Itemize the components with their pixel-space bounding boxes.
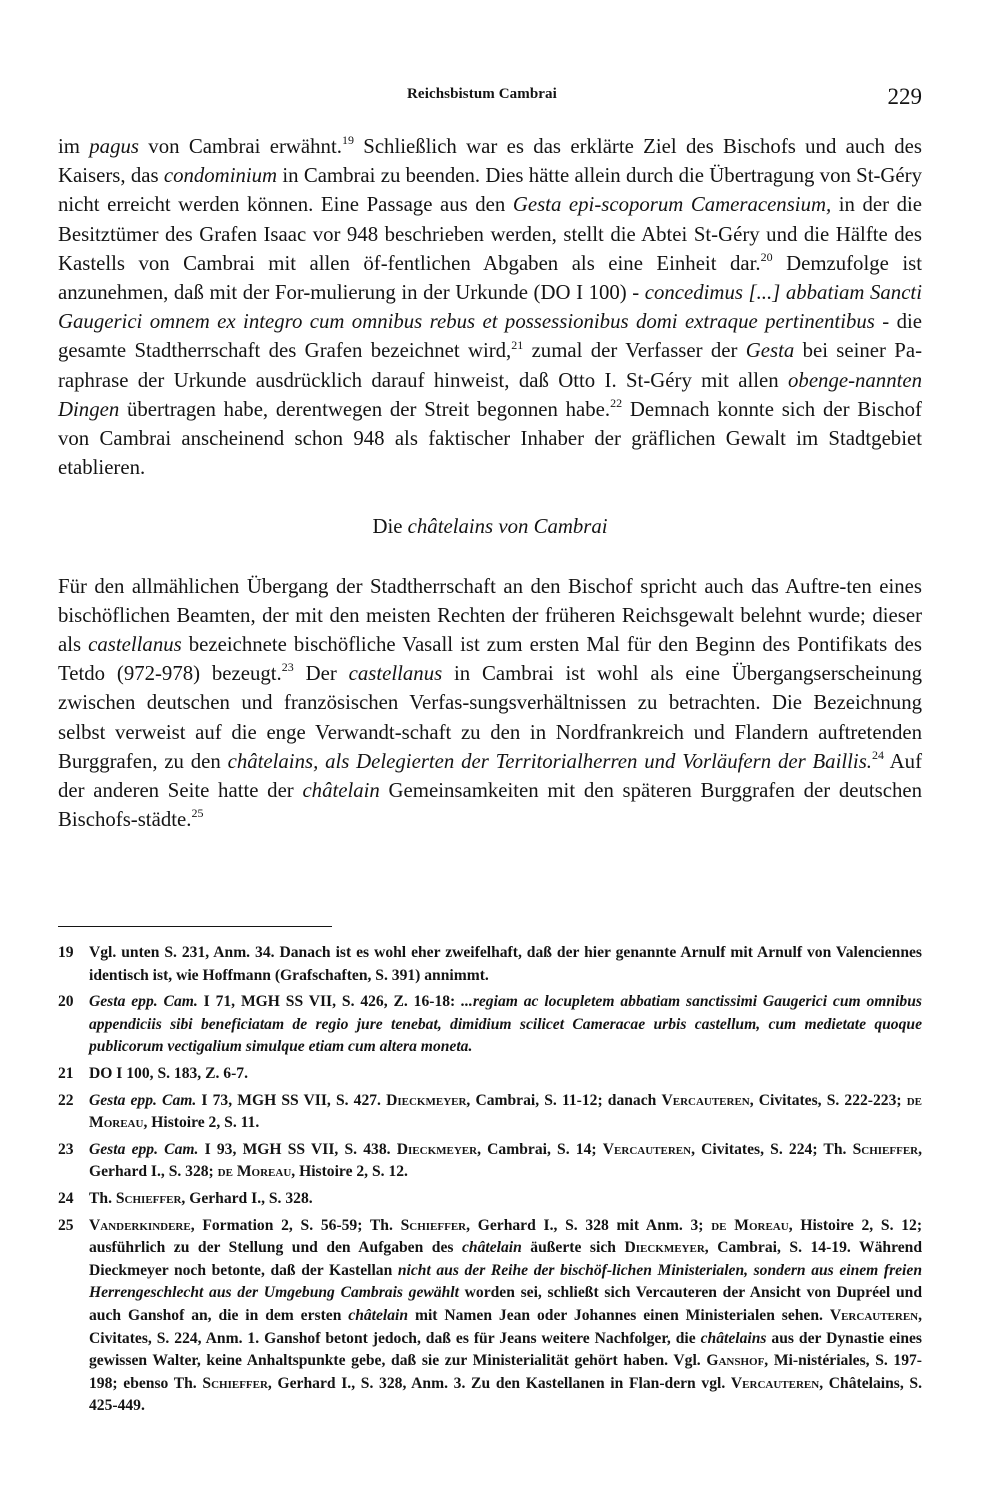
italic-term: Gesta epp. Cam. xyxy=(89,993,198,1011)
footnotes xyxy=(58,942,922,1422)
text-run: , Mi-nistériales, S. 197-198; ebenso Th. xyxy=(89,1352,922,1392)
footnote-23 xyxy=(58,1139,922,1184)
italic-term: Gesta epp. Cam. xyxy=(89,1140,199,1158)
footnote-text xyxy=(89,1188,922,1211)
author-name: Schieffer xyxy=(400,1216,467,1234)
footnote-ref[interactable]: 25 xyxy=(191,806,204,821)
text-run: Vgl. unten S. 231, Anm. 34. Danach ist es wohl eher zweifelhaft, daß der hier genannte Arnulf mit Arnulf von Valenciennes identisch ist, wie Hoffmann (Grafschaften, S. 391) annimmt. xyxy=(89,944,922,984)
text-run: , Gerhard I., S. 328. xyxy=(181,1189,313,1207)
italic-term: castellanus xyxy=(348,662,443,686)
footnote-text xyxy=(89,1090,922,1135)
footnote-text xyxy=(89,942,922,987)
italic-term: châtelains, als Delegierten der Territorialherren und Vorläufern der Baillis. xyxy=(227,749,872,773)
text-run: äußerte sich xyxy=(521,1239,625,1257)
text-run: bezeichnete bischöfliche Vasall ist zum ersten Mal für den Beginn des Pontifikats des Tetdo (972-978) bezeugt. xyxy=(58,633,922,686)
footnote-21 xyxy=(58,1063,922,1086)
italic-term: Gesta epp. Cam. xyxy=(89,1091,197,1109)
text-run: Demnach konnte sich der Bischof von Cambrai anscheinend schon 948 als faktischer Inhaber der gräflichen Gewalt im Stadtgebiet etablieren. xyxy=(58,397,922,480)
text-run: , Cambrai, S. 14; xyxy=(477,1140,603,1158)
text-run: im xyxy=(58,135,90,158)
footnote-number: 21 xyxy=(58,1064,74,1082)
author-name: Vercauteren xyxy=(602,1140,692,1158)
italic-quote: nicht aus der Reihe der bischöf-lichen Ministerialen, sondern aus einem freien Herrengeschlecht aus der Umgebung Cambrais gewählt xyxy=(89,1261,922,1302)
text-run: zumal der Verfasser der xyxy=(523,339,746,363)
italic-term: castellanus xyxy=(88,633,182,657)
italic-term: pagus xyxy=(89,135,139,158)
italic-term: Gesta xyxy=(745,339,795,363)
text-run: übertragen habe, derentwegen der Streit begonnen habe. xyxy=(119,397,611,421)
text-run: in Cambrai ist wohl als eine Übergangserscheinung zwischen deutschen und französischen Verfas-sungsverhältnissen zu betrachten. Die Bezeichnung selbst verweist auf die enge Verwandt-schaft zu den in Nordfrankreich und Flandern auftretenden Burggrafen, zu den xyxy=(58,662,922,773)
text-run: , Cambrai, S. 11-12; danach xyxy=(466,1091,662,1109)
italic-term: obenge-nannten Dingen xyxy=(58,368,922,421)
text-run: Gemeinsamkeiten mit den späteren Burggrafen der deutschen Bischofs-städte. xyxy=(58,779,922,832)
footnote-ref[interactable]: 24 xyxy=(872,747,884,762)
footnote-24 xyxy=(58,1188,922,1211)
text-run: Demzufolge ist anzunehmen, daß mit der For-mulierung in der Urkunde (DO I 100) - xyxy=(58,251,922,305)
text-run: - die gesamte Stadtherrschaft des Grafen bezeichnet wird, xyxy=(58,310,922,363)
author-name: Vercauteren xyxy=(829,1306,919,1324)
author-name: Ganshof xyxy=(706,1352,765,1370)
italic-quote: ...regiam ac locupletem abbatiam sanctissimi Gaugerici cum omnibus appendiciis sibi beneficiatam de regio jure tenebat, dimidium scilicet Cameracae urbis castellum, cum medietate quoque publicorum vectigalium simulque etiam cum altera moneta. xyxy=(89,993,922,1056)
footnote-ref[interactable]: 20 xyxy=(760,249,773,264)
running-head: Reichsbistum Cambrai xyxy=(407,86,557,102)
text-run: , Civitates, S. 224; Th. xyxy=(691,1140,853,1158)
heading-prefix: Die xyxy=(372,515,408,539)
text-run: I 71, MGH SS VII, S. 426, Z. 16-18: xyxy=(197,993,462,1011)
author-name: Schieffer xyxy=(115,1189,182,1207)
text-run: in Cambrai zu beenden. Dies hätte allein durch die Übertragung von St-Géry nicht erreicht werden können. Eine Passage aus den xyxy=(58,164,922,217)
footnote-25 xyxy=(58,1215,922,1418)
page-number: 229 xyxy=(887,84,922,109)
text-run: , Formation 2, S. 56-59; Th. xyxy=(190,1216,401,1234)
italic-term: condominium xyxy=(163,164,278,188)
text-run: Schließlich war es das erklärte Ziel des Bischofs und auch des Kaisers, das xyxy=(58,135,922,188)
text-run: Für den allmählichen Übergang der Stadtherrschaft an den Bischof spricht auch das Auftre-ten eines bischöflichen Beamten, der mit den meisten Rechten der früheren Reichsgewalt belehnt wurde; dieser als xyxy=(58,574,922,657)
text-run: I 93, MGH SS VII, S. 438. xyxy=(198,1140,397,1158)
text-run: DO I 100, S. 183, Z. 6-7. xyxy=(89,1064,248,1082)
footnote-22 xyxy=(58,1090,922,1135)
section-heading xyxy=(58,512,922,541)
footnote-text xyxy=(89,1139,922,1184)
italic-term: châtelain xyxy=(348,1306,409,1324)
author-name: Vanderkindere xyxy=(89,1216,191,1234)
italic-term: châtelain xyxy=(461,1239,522,1257)
author-name: de Moreau xyxy=(89,1091,922,1132)
text-run: in der die Besitztümer des Grafen Isaac vor 948 beschrieben werden, stellt die Abtei St-Géry und die Hälfte des Kastells von Cambrai mit allen öf-fentlichen Abgaben als eine Einheit dar. xyxy=(58,193,922,275)
body-paragraph xyxy=(58,132,922,482)
author-name: Dieckmeyer xyxy=(396,1140,478,1158)
author-name: Dieckmeyer xyxy=(386,1091,467,1109)
author-name: Schieffer xyxy=(202,1374,268,1392)
text-run: , Histoire 2, S. 12. xyxy=(291,1163,408,1181)
footnote-20 xyxy=(58,991,922,1059)
footnote-text xyxy=(89,1215,922,1418)
text-run: , Gerhard I., S. 328, Anm. 3. Zu den Kastellanen in Flan-dern vgl. xyxy=(267,1374,731,1392)
footnote-text xyxy=(89,1063,922,1086)
main-text xyxy=(58,132,922,834)
author-name: de Moreau xyxy=(217,1163,292,1181)
text-run: aus der Dynastie eines gewissen Walter, keine Anhaltspunkte gebe, daß sie zur Ministerialität gehört haben. Vgl. xyxy=(89,1329,923,1370)
author-name: Vercauteren xyxy=(661,1091,750,1109)
italic-term: châtelain xyxy=(302,779,380,803)
text-run: , Histoire 2, S. 11. xyxy=(143,1114,260,1132)
text-run: , Cambrai, S. 14-19. Während Dieckmeyer noch betonte, daß der Kastellan xyxy=(89,1239,923,1279)
footnote-ref[interactable]: 21 xyxy=(511,337,524,352)
footnote-ref[interactable]: 23 xyxy=(281,660,294,675)
body-paragraph xyxy=(58,572,922,835)
footnote-number: 23 xyxy=(58,1140,74,1158)
footnote-number: 22 xyxy=(58,1091,74,1109)
text-run: I 73, MGH SS VII, S. 427. xyxy=(196,1091,387,1109)
footnote-number: 20 xyxy=(58,993,74,1011)
text-run: Der xyxy=(293,662,349,686)
footnote-ref[interactable]: 22 xyxy=(610,395,623,410)
text-run: mit Namen Jean oder Johannes einen Ministerialen sehen. xyxy=(408,1306,830,1324)
heading-italic: châtelains von Cambrai xyxy=(407,515,608,539)
text-run: von Cambrai erwähnt. xyxy=(138,135,342,158)
text-run: , Histoire 2, S. 12; ausführlich zu der Stellung und den Aufgaben des xyxy=(89,1216,923,1257)
italic-quote: concedimus [...] abbatiam Sancti Gaugerici omnem ex integro cum omnibus rebus et possessionibus domi extraque pertinentibus xyxy=(58,281,922,334)
footnote-number: 25 xyxy=(58,1216,74,1234)
text-run: bei seiner Pa-raphrase der Urkunde ausdrücklich darauf hinweist, daß Otto I. St-Géry mit allen xyxy=(58,339,923,392)
footnote-ref[interactable]: 19 xyxy=(341,133,354,148)
footnote-separator xyxy=(58,926,332,927)
text-run: , Gerhard I., S. 328 mit Anm. 3; xyxy=(466,1216,712,1234)
footnote-text xyxy=(89,991,922,1059)
text-run: , Civitates, S. 224, Anm. 1. Ganshof betont jedoch, daß es für Jeans weitere Nachfolger, die xyxy=(89,1306,923,1347)
footnote-number: 19 xyxy=(58,944,74,961)
text-run: Th. xyxy=(89,1189,116,1207)
text-run: Auf der anderen Seite hatte der xyxy=(58,749,922,803)
author-name: Schieffer xyxy=(852,1140,919,1158)
author-name: Vercauteren xyxy=(730,1374,820,1392)
text-run: , Gerhard I., S. 328; xyxy=(89,1140,923,1181)
author-name: de Moreau xyxy=(711,1216,789,1234)
footnote-number: 24 xyxy=(58,1189,74,1207)
text-run: , Châtelains, S. 425-449. xyxy=(89,1374,922,1415)
text-run: , Civitates, S. 222-223; xyxy=(749,1091,907,1109)
text-run: worden sei, schließt sich Vercauteren der Ansicht von Dupréel und auch Ganshof an, die in dem ersten xyxy=(89,1284,922,1324)
author-name: Dieckmeyer xyxy=(624,1239,705,1257)
italic-term: Gesta epi-scoporum Cameracensium, xyxy=(512,193,832,217)
footnote-19 xyxy=(58,942,922,987)
italic-term: châtelains xyxy=(700,1329,767,1347)
